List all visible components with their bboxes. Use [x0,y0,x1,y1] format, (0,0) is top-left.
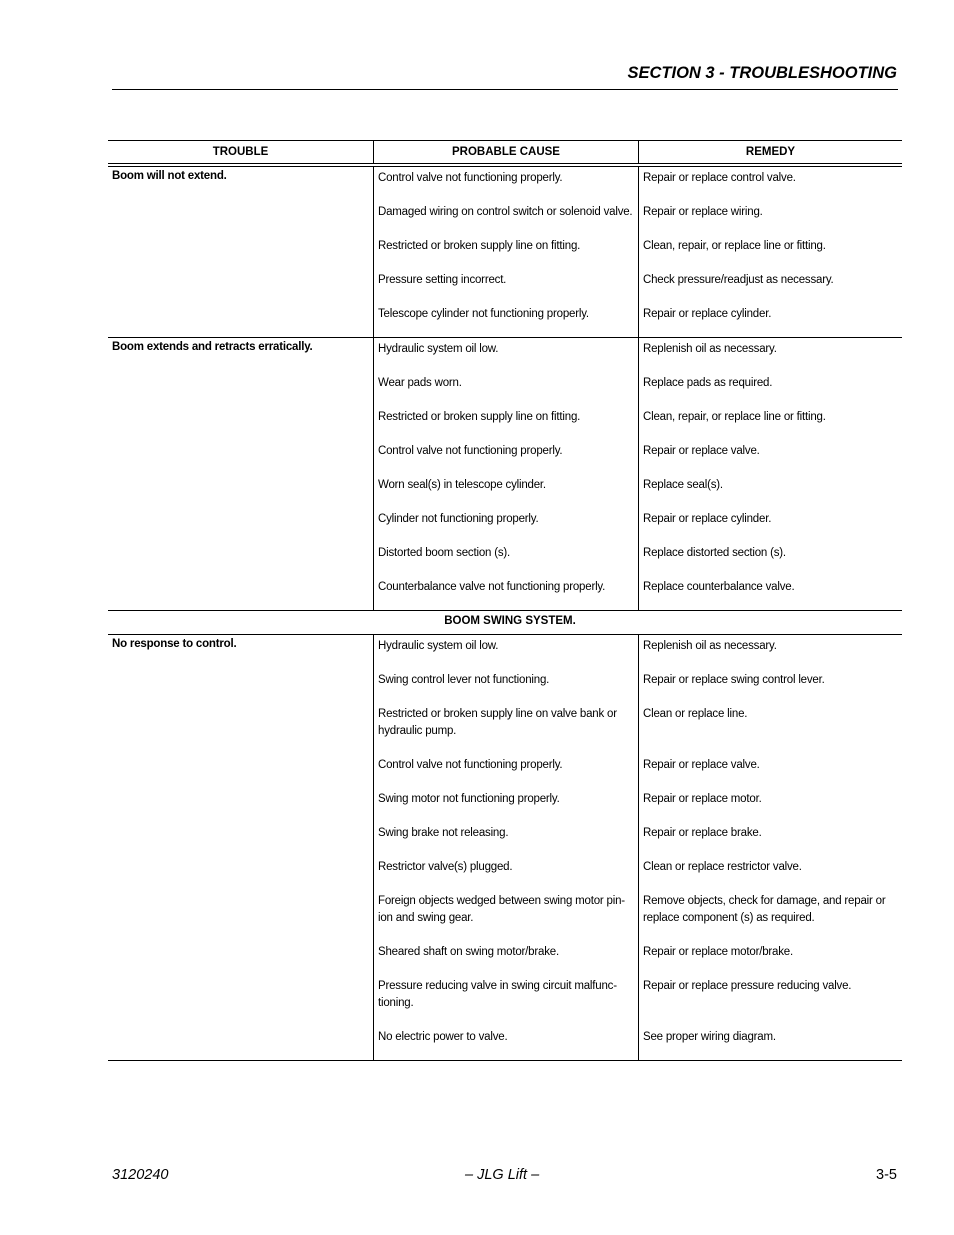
remedy-entry: Replenish oil as necessary. [643,640,777,652]
footer-brand: – JLG Lift – [465,1167,540,1183]
troubleshooting-table [108,140,902,1061]
remedy-entry: Repair or replace motor/brake. [643,946,793,958]
cause-entry: Sheared shaft on swing motor/brake. [378,946,559,958]
cause-entry: Swing brake not releasing. [378,827,509,839]
subsection-heading: BOOM SWING SYSTEM. [108,611,902,635]
remedy-entry: Repair or replace swing control lever. [643,674,825,686]
remedy-column [638,635,902,1060]
trouble-group [108,635,902,1061]
cause-entry: No electric power to valve. [378,1031,508,1043]
cause-entry: Swing motor not functioning properly. [378,793,560,805]
cause-column [373,338,638,610]
table-header [108,141,902,164]
remedy-entry: See proper wiring diagram. [643,1031,776,1043]
cause-entry: Wear pads worn. [378,377,462,389]
remedy-entry: Repair or replace valve. [643,445,760,457]
remedy-entry: Repair or replace motor. [643,793,762,805]
cause-column [373,635,638,1060]
remedy-entry: Repair or replace brake. [643,827,762,839]
cause-entry: Counterbalance valve not functioning properly. [378,581,606,593]
remedy-column [638,167,902,337]
cause-entry: Control valve not functioning properly. [378,445,563,457]
page-number: 3-5 [876,1167,897,1183]
cause-entry: Hydraulic system oil low. [378,343,499,355]
cause-entry: Telescope cylinder not functioning properly. [378,308,589,320]
remedy-entry: Replace pads as required. [643,377,773,389]
trouble-group [108,338,902,611]
cause-entry: Pressure reducing valve in swing circuit malfunc-tioning. [378,980,617,1009]
remedy-entry: Replace counterbalance valve. [643,581,795,593]
remedy-entry: Repair or replace valve. [643,759,760,771]
remedy-entry: Clean or replace line. [643,708,748,720]
remedy-entry: Replace distorted section (s). [643,547,786,559]
remedy-entry: Remove objects, check for damage, and repair or replace component (s) as required. [643,895,886,924]
cause-column [373,167,638,337]
column-header-trouble: TROUBLE [212,146,269,158]
cause-entry: Pressure setting incorrect. [378,274,507,286]
column-header-probable-cause: PROBABLE CAUSE [373,141,638,163]
remedy-entry: Clean or replace restrictor valve. [643,861,802,873]
header-divider [112,89,898,90]
cause-entry: Restricted or broken supply line on fitting. [378,240,581,252]
trouble-label: Boom will not extend. [112,170,227,182]
remedy-entry: Repair or replace pressure reducing valve. [643,980,852,992]
remedy-entry: Repair or replace cylinder. [643,513,772,525]
cause-entry: Damaged wiring on control switch or solenoid valve. [378,206,633,218]
remedy-entry: Clean, repair, or replace line or fitting. [643,411,826,423]
remedy-entry: Check pressure/readjust as necessary. [643,274,834,286]
remedy-entry: Replace seal(s). [643,479,723,491]
cause-entry: Worn seal(s) in telescope cylinder. [378,479,546,491]
trouble-label: Boom extends and retracts erratically. [112,341,313,353]
document-number: 3120240 [112,1167,169,1183]
cause-entry: Foreign objects wedged between swing motor pin-ion and swing gear. [378,895,625,924]
cause-entry: Distorted boom section (s). [378,547,511,559]
section-title: SECTION 3 - TROUBLESHOOTING [627,64,897,82]
remedy-entry: Repair or replace control valve. [643,172,796,184]
remedy-entry: Replenish oil as necessary. [643,343,777,355]
cause-entry: Control valve not functioning properly. [378,172,563,184]
remedy-column [638,338,902,610]
column-header-remedy: REMEDY [638,141,902,163]
cause-entry: Restricted or broken supply line on valve bank or hydraulic pump. [378,708,617,737]
cause-entry: Swing control lever not functioning. [378,674,550,686]
cause-entry: Cylinder not functioning properly. [378,513,539,525]
trouble-label: No response to control. [112,638,237,650]
cause-entry: Control valve not functioning properly. [378,759,563,771]
cause-entry: Hydraulic system oil low. [378,640,499,652]
cause-entry: Restrictor valve(s) plugged. [378,861,513,873]
cause-entry: Restricted or broken supply line on fitting. [378,411,581,423]
remedy-entry: Repair or replace wiring. [643,206,763,218]
remedy-entry: Repair or replace cylinder. [643,308,772,320]
remedy-entry: Clean, repair, or replace line or fitting. [643,240,826,252]
trouble-group [108,167,902,338]
